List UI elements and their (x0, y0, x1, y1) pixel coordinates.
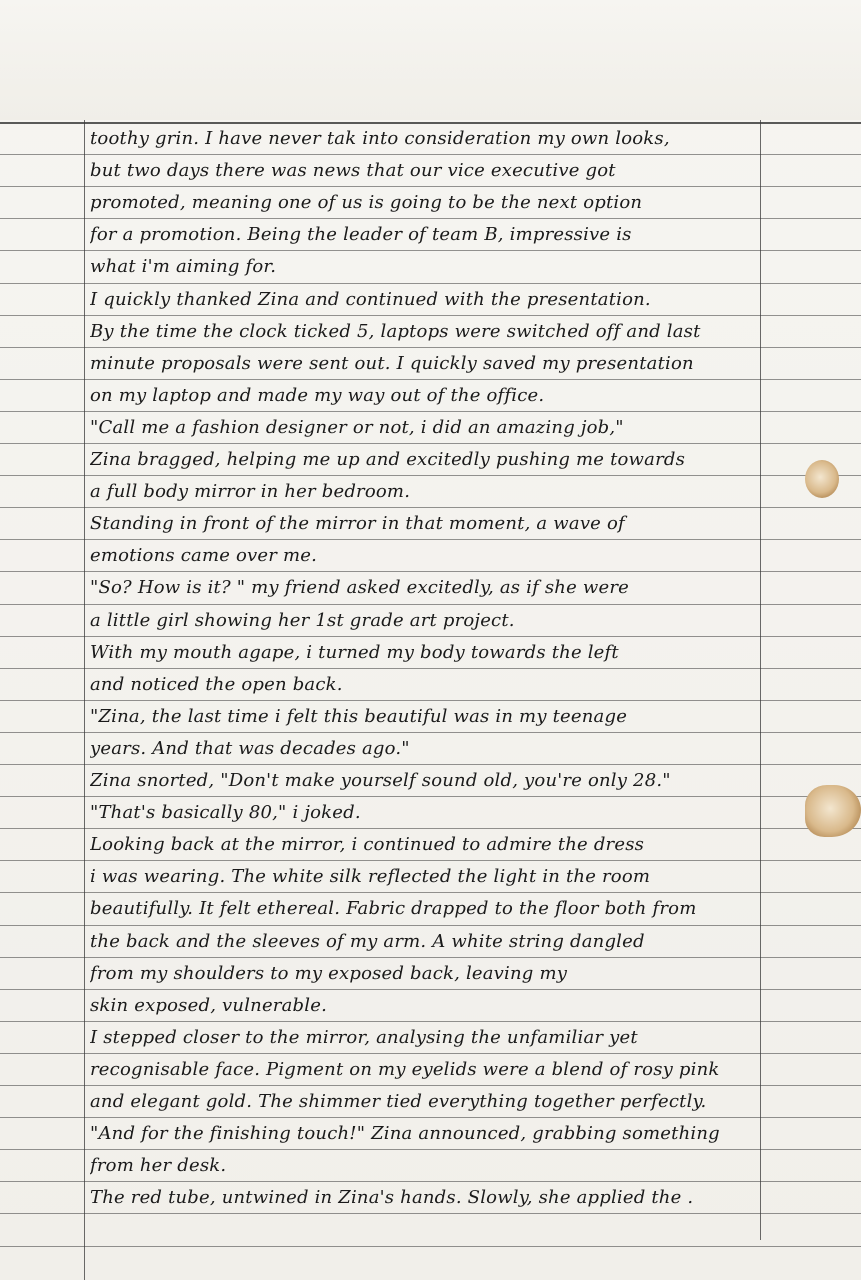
rule-line (0, 122, 861, 124)
handwritten-line: i was wearing. The white silk reflected the light in the room (90, 866, 651, 887)
handwritten-line: a little girl showing her 1st grade art project. (90, 610, 515, 631)
left-margin-line (84, 120, 85, 1280)
handwritten-line: minute proposals were sent out. I quickly saved my presentation (90, 353, 694, 374)
handwritten-line: for a promotion. Being the leader of team B, impressive is (90, 224, 632, 245)
handwritten-line: Zina bragged, helping me up and excitedly pushing me towards (90, 449, 686, 470)
handwritten-line: the back and the sleeves of my arm. A white string dangled (90, 931, 645, 952)
handwritten-line: from my shoulders to my exposed back, leaving my (90, 963, 568, 984)
handwritten-line: By the time the clock ticked 5, laptops were switched off and last (90, 321, 701, 342)
handwritten-line: I quickly thanked Zina and continued with the presentation. (90, 289, 651, 310)
handwritten-line: Looking back at the mirror, i continued to admire the dress (90, 834, 645, 855)
handwritten-line: "And for the finishing touch!" Zina announced, grabbing something (90, 1123, 720, 1144)
handwritten-line: Standing in front of the mirror in that moment, a wave of (90, 513, 625, 534)
handwritten-line: promoted, meaning one of us is going to be the next option (90, 192, 643, 213)
page-header-area (0, 0, 861, 120)
handwritten-line: a full body mirror in her bedroom. (90, 481, 411, 502)
handwritten-line: emotions came over me. (90, 545, 318, 566)
handwritten-line: I stepped closer to the mirror, analysing the unfamiliar yet (90, 1027, 638, 1048)
handwritten-line: but two days there was news that our vice executive got (90, 160, 616, 181)
handwritten-line: on my laptop and made my way out of the office. (90, 385, 545, 406)
right-margin-line (760, 120, 761, 1240)
handwritten-line: years. And that was decades ago." (90, 738, 410, 759)
handwritten-line: "Call me a fashion designer or not, i did an amazing job," (90, 417, 624, 438)
handwritten-line: The red tube, untwined in Zina's hands. Slowly, she applied the . (90, 1187, 694, 1208)
stain-mark (805, 460, 839, 498)
handwritten-line: recognisable face. Pigment on my eyelids were a blend of rosy pink (90, 1059, 720, 1080)
stain-mark (805, 785, 861, 837)
handwritten-line: "Zina, the last time i felt this beautiful was in my teenage (90, 706, 628, 727)
handwritten-line: Zina snorted, "Don't make yourself sound old, you're only 28." (90, 770, 671, 791)
handwritten-line: and noticed the open back. (90, 674, 343, 695)
handwritten-line: from her desk. (90, 1155, 227, 1176)
handwritten-line: and elegant gold. The shimmer tied everything together perfectly. (90, 1091, 707, 1112)
handwritten-line: what i'm aiming for. (90, 256, 277, 277)
handwritten-line: toothy grin. I have never tak into consideration my own looks, (90, 128, 670, 149)
rule-line (0, 1246, 861, 1247)
handwritten-line: "That's basically 80," i joked. (90, 802, 361, 823)
handwritten-line: skin exposed, vulnerable. (90, 995, 327, 1016)
handwritten-line: beautifully. It felt ethereal. Fabric drapped to the floor both from (90, 898, 697, 919)
handwritten-line: "So? How is it? " my friend asked excitedly, as if she were (90, 577, 629, 598)
handwritten-line: With my mouth agape, i turned my body towards the left (90, 642, 619, 663)
